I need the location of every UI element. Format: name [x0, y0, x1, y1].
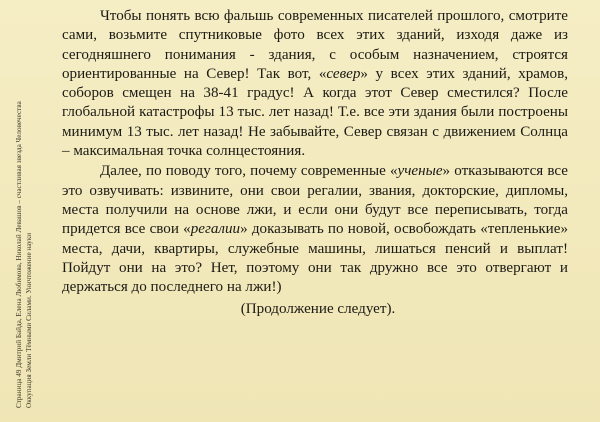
paragraph-2-text-c: » доказывать по новой, освобождать «тепленькие» места, дачи, квартиры, служебные машины, лишаться пенсий и выплат! Пойдут они на это? Нет, поэтому они так дружно все это отвергают и держаться до последнего на лжи!): [62, 221, 568, 296]
paragraph-1-emphasis: север: [326, 65, 361, 82]
body-text: [62, 7, 568, 320]
paragraph-2-emphasis-2: регалии: [190, 221, 241, 238]
paragraph-2-emphasis-1: ученые: [397, 163, 443, 180]
paragraph-2-text-a: Далее, по поводу того, почему современные «: [100, 163, 398, 180]
paragraph-2-text-b: » отказываются все это озвучивать: извините, они свои регалии, звания, докторские, дипломы, места получили на основе лжи, и если они будут все переписывать, тогда придется все свои «: [62, 163, 568, 238]
continuation-note: (Продолжение следует).: [240, 301, 396, 318]
paragraph-1: [62, 7, 568, 161]
side-caption-line-2: Оккупация Земли Тёмными Силами. Уничтожение науки: [25, 232, 33, 408]
paragraph-1-text-b: » у всех этих зданий, храмов, соборов смещен на 38-41 градус! А когда этот Север сместился? После глобальной катастрофы 13 тыс. лет назад! Т.е. все эти здания были построены минимум 13 тыс. лет назад! Не забывайте, Север связан с движением Солнца – максимальная точка солнцестояния.: [62, 65, 568, 160]
side-caption-line-1: Страница 49 Дмитрий Байда, Елена Любимова, Николай Левашов – счастливая звезда Человечества: [15, 101, 23, 408]
paragraph-1-text-a: Чтобы понять всю фальшь современных писателей прошлого, смотрите сами, возьмите спутниковые фото всех этих зданий, изходя даже из сегодняшнего понимания - здания, с особым назначением, строятся ориентированные на Север! Так вот, «: [62, 8, 568, 82]
paragraph-2: [62, 162, 568, 297]
side-caption: [14, 78, 50, 408]
